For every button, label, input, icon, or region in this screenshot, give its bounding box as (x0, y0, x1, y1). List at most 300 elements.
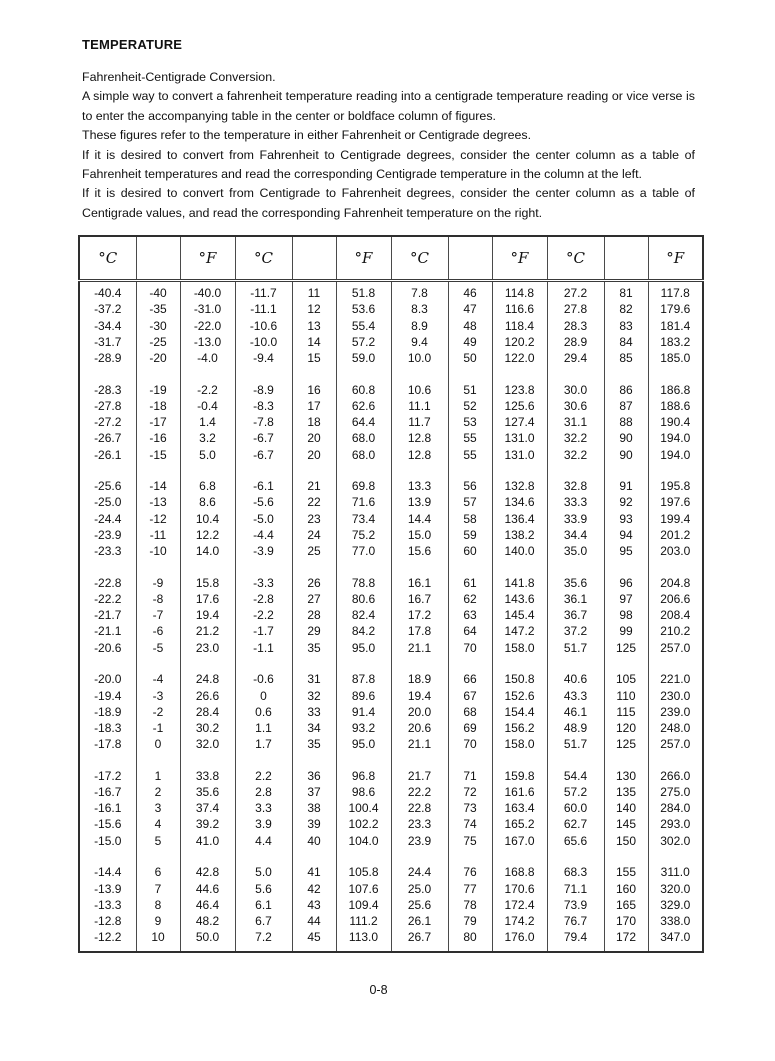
table-cell-empty (604, 463, 648, 479)
table-cell: 7.2 (235, 929, 292, 945)
table-cell: 16.1 (391, 575, 448, 591)
table-cell: 37.4 (180, 800, 235, 816)
table-cell: 53 (448, 414, 492, 430)
table-cell: 14.0 (180, 543, 235, 559)
table-cell: 46.4 (180, 897, 235, 913)
table-cell-empty (79, 366, 136, 382)
table-cell: 186.8 (648, 382, 703, 398)
table-cell: 132.8 (492, 478, 547, 494)
table-cell: 141.8 (492, 575, 547, 591)
table-cell: 99 (604, 623, 648, 639)
table-cell: 21.1 (391, 640, 448, 656)
table-cell: 80.6 (336, 591, 391, 607)
table-cell: 0 (235, 688, 292, 704)
table-cell: 62.6 (336, 398, 391, 414)
table-row (79, 720, 703, 736)
table-cell: 23.0 (180, 640, 235, 656)
table-cell: 68.0 (336, 430, 391, 446)
table-cell: 230.0 (648, 688, 703, 704)
table-cell: 154.4 (492, 704, 547, 720)
table-row (79, 784, 703, 800)
table-cell: 194.0 (648, 430, 703, 446)
table-cell: 13.9 (391, 494, 448, 510)
table-cell: 29.4 (547, 350, 604, 366)
table-cell-empty (604, 945, 648, 952)
table-cell: 140.0 (492, 543, 547, 559)
table-cell: 26.1 (391, 913, 448, 929)
table-gap-row (79, 752, 703, 768)
table-cell: 170 (604, 913, 648, 929)
table-cell: 84.2 (336, 623, 391, 639)
table-cell: 57 (448, 494, 492, 510)
table-cell: 116.6 (492, 301, 547, 317)
table-cell: -31.0 (180, 301, 235, 317)
table-cell: 32.0 (180, 736, 235, 752)
table-cell: 172 (604, 929, 648, 945)
table-cell: -31.7 (79, 334, 136, 350)
table-cell-empty (448, 752, 492, 768)
table-cell: -25.6 (79, 478, 136, 494)
table-cell: 34.4 (547, 527, 604, 543)
table-cell: -11.7 (235, 285, 292, 301)
table-cell: -20.6 (79, 640, 136, 656)
table-cell: 77.0 (336, 543, 391, 559)
table-cell: 31 (292, 671, 336, 687)
table-cell: 127.4 (492, 414, 547, 430)
table-cell-empty (235, 463, 292, 479)
table-cell: 18 (292, 414, 336, 430)
table-cell: 165 (604, 897, 648, 913)
table-cell: 16.7 (391, 591, 448, 607)
table-cell: 35.6 (180, 784, 235, 800)
table-cell: -5 (136, 640, 180, 656)
table-cell: 68.3 (547, 864, 604, 880)
table-cell-empty (391, 752, 448, 768)
table-cell: 22.2 (391, 784, 448, 800)
table-cell-empty (79, 656, 136, 672)
table-cell-empty (336, 463, 391, 479)
table-cell: 150 (604, 833, 648, 849)
table-cell: 50 (448, 350, 492, 366)
table-cell-empty (336, 752, 391, 768)
table-cell: -6.1 (235, 478, 292, 494)
table-cell: 170.6 (492, 881, 547, 897)
table-cell: 125.6 (492, 398, 547, 414)
table-cell: -10 (136, 543, 180, 559)
table-cell: 131.0 (492, 430, 547, 446)
table-cell: 60.0 (547, 800, 604, 816)
table-cell: -16.7 (79, 784, 136, 800)
table-cell: 138.2 (492, 527, 547, 543)
table-cell: 165.2 (492, 816, 547, 832)
table-cell: 8.3 (391, 301, 448, 317)
table-cell-empty (336, 656, 391, 672)
table-cell: 123.8 (492, 382, 547, 398)
table-cell: 80 (448, 929, 492, 945)
table-cell: 71.1 (547, 881, 604, 897)
table-cell-empty (648, 945, 703, 952)
table-cell: 194.0 (648, 447, 703, 463)
table-cell: 14.4 (391, 511, 448, 527)
table-cell: 64.4 (336, 414, 391, 430)
table-cell: 90 (604, 430, 648, 446)
table-cell: 19.4 (180, 607, 235, 623)
table-cell: 143.6 (492, 591, 547, 607)
column-header-celsius: °C (391, 236, 448, 280)
table-cell: 33 (292, 704, 336, 720)
table-cell: 95 (604, 543, 648, 559)
page-number: 0-8 (369, 983, 388, 998)
table-cell: -4 (136, 671, 180, 687)
table-cell: -14.4 (79, 864, 136, 880)
table-row (79, 318, 703, 334)
table-cell-empty (79, 849, 136, 865)
table-cell: 266.0 (648, 768, 703, 784)
table-cell: 210.2 (648, 623, 703, 639)
table-cell: 120 (604, 720, 648, 736)
table-cell: 24 (292, 527, 336, 543)
paragraph-figures-refer: These figures refer to the temperature in either Fahrenheit or Centigrade degrees. (82, 128, 532, 143)
table-cell-empty (79, 559, 136, 575)
table-cell: 125 (604, 640, 648, 656)
table-cell: -11.1 (235, 301, 292, 317)
table-cell: 0 (136, 736, 180, 752)
table-cell: -40.0 (180, 285, 235, 301)
table-cell: 161.6 (492, 784, 547, 800)
table-cell: 35.6 (547, 575, 604, 591)
table-cell: 27.2 (547, 285, 604, 301)
table-cell-empty (448, 945, 492, 952)
table-cell: 35 (292, 640, 336, 656)
table-cell: 10 (136, 929, 180, 945)
table-cell: -5.6 (235, 494, 292, 510)
table-cell: -34.4 (79, 318, 136, 334)
table-cell: 257.0 (648, 640, 703, 656)
table-cell: 68 (448, 704, 492, 720)
table-cell: -13 (136, 494, 180, 510)
table-cell: 46.1 (547, 704, 604, 720)
table-cell: 17.6 (180, 591, 235, 607)
table-row (79, 494, 703, 510)
table-row (79, 816, 703, 832)
table-cell: 39.2 (180, 816, 235, 832)
table-cell: 73 (448, 800, 492, 816)
table-cell: 11 (292, 285, 336, 301)
table-cell: 47 (448, 301, 492, 317)
table-cell: 179.6 (648, 301, 703, 317)
table-cell: 25 (292, 543, 336, 559)
table-cell: -4.4 (235, 527, 292, 543)
table-cell: 59.0 (336, 350, 391, 366)
table-cell: 15.8 (180, 575, 235, 591)
table-cell: 69.8 (336, 478, 391, 494)
table-cell-empty (180, 752, 235, 768)
table-cell: 87.8 (336, 671, 391, 687)
table-cell: 98 (604, 607, 648, 623)
table-row (79, 623, 703, 639)
table-cell: 111.2 (336, 913, 391, 929)
table-cell: 64 (448, 623, 492, 639)
table-cell: 22.8 (391, 800, 448, 816)
table-cell: 90 (604, 447, 648, 463)
table-cell: 168.8 (492, 864, 547, 880)
table-cell: 78.8 (336, 575, 391, 591)
table-cell: -2.2 (235, 607, 292, 623)
table-cell: -26.7 (79, 430, 136, 446)
table-cell: -8.9 (235, 382, 292, 398)
table-cell: 79 (448, 913, 492, 929)
table-cell: 1 (136, 768, 180, 784)
table-cell: 9 (136, 913, 180, 929)
table-cell: -2 (136, 704, 180, 720)
table-cell: 92 (604, 494, 648, 510)
table-cell: 57.2 (547, 784, 604, 800)
table-cell: 50.0 (180, 929, 235, 945)
table-cell: -10.6 (235, 318, 292, 334)
table-cell-empty (547, 849, 604, 865)
table-cell: 105 (604, 671, 648, 687)
table-cell: -27.8 (79, 398, 136, 414)
table-cell: 16 (292, 382, 336, 398)
table-row (79, 382, 703, 398)
table-cell-empty (292, 366, 336, 382)
table-cell: 136.4 (492, 511, 547, 527)
table-cell: 145.4 (492, 607, 547, 623)
table-row (79, 800, 703, 816)
table-cell: 145 (604, 816, 648, 832)
table-cell: 293.0 (648, 816, 703, 832)
table-cell: 21.7 (391, 768, 448, 784)
table-cell: 109.4 (336, 897, 391, 913)
table-cell: 58 (448, 511, 492, 527)
table-cell-empty (492, 463, 547, 479)
table-cell: 23.9 (391, 833, 448, 849)
table-cell: 10.6 (391, 382, 448, 398)
table-cell: 91 (604, 478, 648, 494)
table-cell: 79.4 (547, 929, 604, 945)
table-cell: -37.2 (79, 301, 136, 317)
paragraph-conversion-heading: Fahrenheit-Centigrade Conversion. (82, 70, 276, 84)
table-cell: 26.7 (391, 929, 448, 945)
conversion-table (78, 235, 704, 953)
table-cell: 46 (448, 285, 492, 301)
table-cell: 21.1 (391, 736, 448, 752)
table-cell: 20 (292, 447, 336, 463)
table-row (79, 768, 703, 784)
table-cell-empty (547, 752, 604, 768)
table-cell: 62.7 (547, 816, 604, 832)
table-cell: 11.1 (391, 398, 448, 414)
table-row (79, 575, 703, 591)
table-cell: -1 (136, 720, 180, 736)
table-cell: 73.4 (336, 511, 391, 527)
table-cell: 51 (448, 382, 492, 398)
table-cell: 75.2 (336, 527, 391, 543)
table-cell: 91.4 (336, 704, 391, 720)
table-cell: 41.0 (180, 833, 235, 849)
table-cell: 114.8 (492, 285, 547, 301)
table-cell: 68.0 (336, 447, 391, 463)
table-cell: 115 (604, 704, 648, 720)
table-cell: 75 (448, 833, 492, 849)
table-cell: 35 (292, 736, 336, 752)
table-cell-empty (547, 656, 604, 672)
table-cell: -20.0 (79, 671, 136, 687)
table-cell: 158.0 (492, 640, 547, 656)
table-cell: -11 (136, 527, 180, 543)
table-cell: -28.3 (79, 382, 136, 398)
table-cell: -40.4 (79, 285, 136, 301)
table-row (79, 671, 703, 687)
table-cell-empty (547, 559, 604, 575)
table-cell: 28.9 (547, 334, 604, 350)
table-gap-row (79, 849, 703, 865)
table-cell: 159.8 (492, 768, 547, 784)
table-cell: 37 (292, 784, 336, 800)
table-cell: 93.2 (336, 720, 391, 736)
table-cell: 120.2 (492, 334, 547, 350)
table-cell: 85 (604, 350, 648, 366)
table-row (79, 301, 703, 317)
table-cell: 7 (136, 881, 180, 897)
table-cell-empty (604, 849, 648, 865)
table-row (79, 430, 703, 446)
table-cell: 30.2 (180, 720, 235, 736)
table-cell: -13.0 (180, 334, 235, 350)
table-cell-empty (136, 752, 180, 768)
table-cell: 28.3 (547, 318, 604, 334)
table-cell: -22.8 (79, 575, 136, 591)
table-cell: 32.8 (547, 478, 604, 494)
table-cell: 1.7 (235, 736, 292, 752)
table-cell-empty (448, 656, 492, 672)
table-cell: 37.2 (547, 623, 604, 639)
table-cell-empty (492, 559, 547, 575)
table-cell: 81 (604, 285, 648, 301)
table-cell: 51.8 (336, 285, 391, 301)
table-cell: -19.4 (79, 688, 136, 704)
table-cell: 163.4 (492, 800, 547, 816)
table-cell: 76.7 (547, 913, 604, 929)
table-cell: 41 (292, 864, 336, 880)
table-row (79, 543, 703, 559)
table-row (79, 511, 703, 527)
table-cell: -2.2 (180, 382, 235, 398)
table-cell: 49 (448, 334, 492, 350)
table-cell-empty (180, 849, 235, 865)
table-cell: 83 (604, 318, 648, 334)
table-cell: 76 (448, 864, 492, 880)
table-cell: 1.1 (235, 720, 292, 736)
table-cell: -28.9 (79, 350, 136, 366)
table-cell: 20.0 (391, 704, 448, 720)
table-gap-row (79, 559, 703, 575)
table-cell: -4.0 (180, 350, 235, 366)
table-cell: 160 (604, 881, 648, 897)
table-cell-empty (235, 366, 292, 382)
table-cell: 26.6 (180, 688, 235, 704)
table-cell: -18.3 (79, 720, 136, 736)
table-cell-empty (492, 366, 547, 382)
table-cell: 32.2 (547, 447, 604, 463)
table-cell-empty (604, 752, 648, 768)
table-cell: 204.8 (648, 575, 703, 591)
table-cell: 347.0 (648, 929, 703, 945)
table-cell: 39 (292, 816, 336, 832)
table-cell: -23.9 (79, 527, 136, 543)
table-cell-empty (136, 559, 180, 575)
table-cell: 30.6 (547, 398, 604, 414)
table-cell-empty (235, 656, 292, 672)
table-cell-empty (604, 366, 648, 382)
table-cell: 8 (136, 897, 180, 913)
table-cell-empty (79, 945, 136, 952)
table-cell-empty (492, 752, 547, 768)
table-cell: 42.8 (180, 864, 235, 880)
table-cell: 176.0 (492, 929, 547, 945)
table-cell: -9 (136, 575, 180, 591)
table-cell-empty (235, 945, 292, 952)
table-cell-empty (648, 849, 703, 865)
table-cell: 77 (448, 881, 492, 897)
paragraph-simple-way: A simple way to convert a fahrenheit temperature reading into a centigrade temperature reading or vice verse is to enter the accompanying table in the center or boldface column of figures. (82, 89, 695, 123)
table-cell: 29 (292, 623, 336, 639)
table-cell: 51.7 (547, 736, 604, 752)
table-cell: 15 (292, 350, 336, 366)
table-row (79, 929, 703, 945)
table-cell: -6.7 (235, 447, 292, 463)
table-cell-empty (547, 945, 604, 952)
table-cell: 122.0 (492, 350, 547, 366)
table-cell: 203.0 (648, 543, 703, 559)
table-cell: 33.3 (547, 494, 604, 510)
table-cell-empty (604, 559, 648, 575)
table-cell: 84 (604, 334, 648, 350)
table-cell: -6 (136, 623, 180, 639)
table-cell: 87 (604, 398, 648, 414)
table-cell: 96 (604, 575, 648, 591)
table-cell: 2 (136, 784, 180, 800)
table-cell: 60 (448, 543, 492, 559)
table-cell: 11.7 (391, 414, 448, 430)
table-cell: 174.2 (492, 913, 547, 929)
table-cell: -15.0 (79, 833, 136, 849)
table-cell: 8.9 (391, 318, 448, 334)
table-row (79, 334, 703, 350)
table-cell: 74 (448, 816, 492, 832)
table-cell: 4 (136, 816, 180, 832)
table-cell: 54.4 (547, 768, 604, 784)
table-cell: 311.0 (648, 864, 703, 880)
table-cell: 52 (448, 398, 492, 414)
table-cell-empty (235, 752, 292, 768)
table-cell: -40 (136, 285, 180, 301)
table-cell: 17.2 (391, 607, 448, 623)
table-cell: 71 (448, 768, 492, 784)
table-cell-empty (492, 849, 547, 865)
table-cell: -0.4 (180, 398, 235, 414)
table-cell: -3.3 (235, 575, 292, 591)
table-cell: 113.0 (336, 929, 391, 945)
table-cell-empty (448, 559, 492, 575)
table-cell: 19.4 (391, 688, 448, 704)
table-cell: 43.3 (547, 688, 604, 704)
table-cell: 320.0 (648, 881, 703, 897)
table-cell: 55 (448, 447, 492, 463)
table-cell: 118.4 (492, 318, 547, 334)
table-cell: -25 (136, 334, 180, 350)
table-cell: 36.7 (547, 607, 604, 623)
